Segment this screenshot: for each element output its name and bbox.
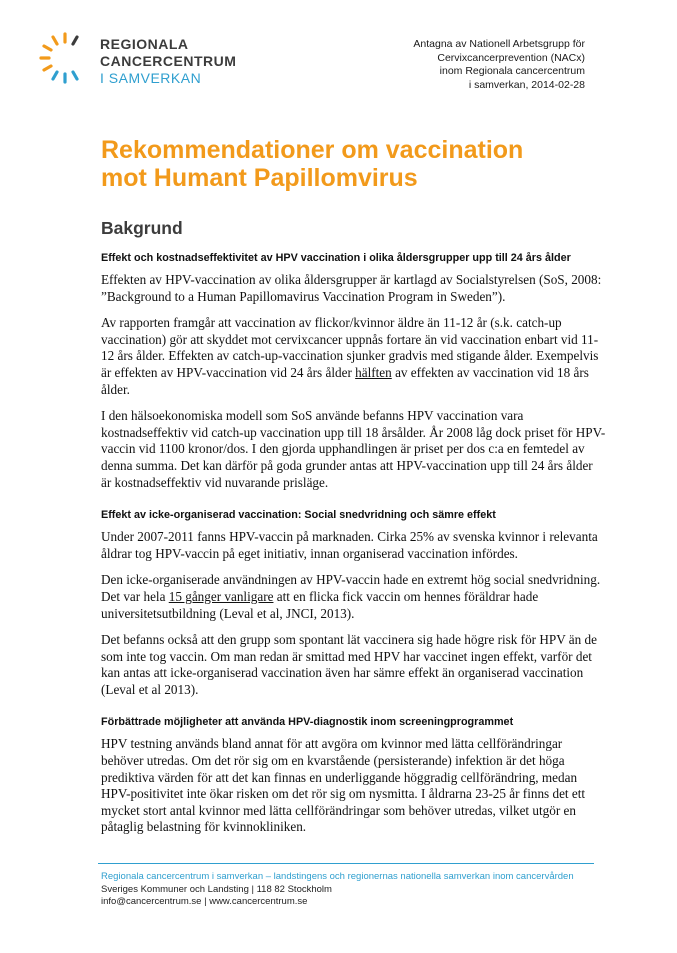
text-run: av effekten av vaccination vid 18 års: [391, 364, 589, 380]
text-line: mycket stort antal kvinnor med lätta cellförändringar som behöver utredas, vilket utgör en: [101, 802, 576, 818]
logo-line-3: I SAMVERKAN: [100, 70, 202, 86]
paragraph: [101, 529, 601, 562]
footer-address: Sveriges Kommuner och Landsting | 118 82 Stockholm: [101, 883, 332, 895]
paragraph: [101, 315, 601, 398]
text-line: Effekten av HPV-vaccination av olika åldersgrupper är kartlagd av Socialstyrelsen (SoS, 2008:: [101, 272, 602, 287]
logo-line-1: REGIONALA: [100, 36, 189, 52]
logo-line-2: CANCERCENTRUM: [100, 53, 237, 69]
text-line: ålder.: [101, 381, 130, 397]
footer-contact: info@cancercentrum.se | www.cancercentrum.se: [101, 896, 308, 907]
meta-line: inom Regionala cancercentrum: [439, 65, 585, 77]
text-line: ”Background to a Human Papillomavirus Vaccination Program in Sweden”).: [101, 288, 506, 304]
text-line: kostnadseffektiv vid catch-up vaccination upp till 18 årsålder. År 2008 låg dock priset för HPV-: [101, 424, 606, 440]
subsection-heading: Effekt av icke-organiserad vaccination: Social snedvridning och sämre effekt: [101, 509, 496, 522]
subsection-heading: Förbättrade möjligheter att använda HPV-diagnostik inom screeningprogrammet: [101, 716, 514, 729]
text-line: Det befanns också att den grupp som spontant lät vaccinera sig hade högre risk för HPV än de: [101, 632, 597, 648]
text-line: [101, 365, 601, 382]
paragraph: [101, 408, 606, 491]
text-run: Det var hela: [101, 588, 169, 604]
text-line: 12 års ålder. Effekten av catch-up-vaccination sjunker gradvis med stigande ålder. Exempelvis: [101, 348, 599, 364]
document-body: [101, 252, 606, 846]
text-line: denna summa. Det kan därför på goda grunder antas att HPV-vaccination upp till 24 års ålder: [101, 457, 593, 473]
underlined-text: hälften: [355, 364, 392, 380]
text-line: Den icke-organiserade användningen av HPV-vaccin hade en extremt hög social snedvridning.: [101, 572, 601, 588]
paragraph: [101, 272, 601, 305]
text-line: Under 2007-2011 fanns HPV-vaccin på marknaden. Cirka 25% av svenska kvinnor i relevanta: [101, 529, 598, 545]
text-line: prediktiva värden för att det kan finnas en underliggande höggradig cellförändring, medan: [101, 769, 578, 785]
logo-wordmark: [100, 36, 236, 87]
paragraph: [101, 632, 601, 698]
text-run: är effekten av HPV-vaccination vid 24 års ålder: [101, 364, 356, 380]
text-line: som inte tog vaccin. Om man redan är smittad med HPV har vaccinet ingen effekt, varför det: [101, 648, 592, 664]
meta-line: Cervixcancerprevention (NACx): [437, 51, 585, 64]
text-run: att en flicka fick vaccin om hennes föräldrar hade: [273, 588, 539, 604]
text-line: Av rapporten framgår att vaccination av flickor/kvinnor äldre än 11-12 år (s.k. catch-up: [101, 315, 562, 331]
subsection-heading: Effekt och kostnadseffektivitet av HPV vaccination i olika åldersgrupper upp till 24 års ålder: [101, 252, 571, 264]
text-line: HPV testning används bland annat för att avgöra om kvinnor med lätta cellförändringar: [101, 736, 563, 752]
text-line: HPV-positivitet inte ökar risken om det rör sig om nysmitta. I åldrarna 23-25 år finns det ett: [101, 786, 586, 802]
title-line-2: mot Humant Papillomvirus: [101, 164, 418, 192]
text-line: [101, 589, 601, 606]
footer-divider: [98, 863, 594, 864]
meta-line: i samverkan, 2014-02-28: [468, 78, 585, 91]
text-line: universitetsutbildning (Leval et al, JNCI, 2013).: [101, 605, 355, 621]
paragraph: [101, 572, 601, 622]
underlined-text: 15 gånger vanligare: [168, 588, 274, 604]
text-line: åldrar tog HPV-vaccin på eget initiativ, innan organiserad vaccination infördes.: [101, 545, 518, 561]
paragraph: [101, 736, 601, 836]
section-heading: Bakgrund: [101, 218, 183, 238]
text-line: behöver utredas. Om det rör sig om en kvarstående (persisterande) infektion är det höga: [101, 753, 565, 769]
meta-line: Antagna av Nationell Arbetsgrupp för: [413, 38, 585, 50]
header-meta: [413, 38, 585, 92]
page-title: [101, 136, 523, 192]
footer-tagline: Regionala cancercentrum i samverkan – landstingens och regionernas nationella samverkan inom cancervården: [101, 871, 574, 882]
text-line: vaccin vid 1100 kronor/dos. I den gjorda upphandlingen är priset per dos c:a en femtedel av: [101, 441, 585, 457]
text-line: I den hälsoekonomiska modell som SoS använde befanns HPV vaccination vara: [101, 408, 524, 424]
text-line: (Leval et al 2013).: [101, 681, 199, 697]
text-line: vaccination) gör att skyddet mot cervixcancer uppnås fortare än vid vaccination enbart vid 11-: [101, 331, 599, 347]
title-line-1: Rekommendationer om vaccination: [101, 136, 524, 164]
text-line: påtaglig belastning för kvinnokliniken.: [101, 819, 307, 835]
text-line: kan antas att icke-organiserad vaccination även har sämre effekt än organiserad vaccination: [101, 665, 584, 681]
text-line: är kostnadseffektiv vid nuvarande prisläge.: [101, 474, 329, 490]
rcc-logo-icon: [38, 30, 92, 90]
page-footer: [101, 871, 574, 909]
